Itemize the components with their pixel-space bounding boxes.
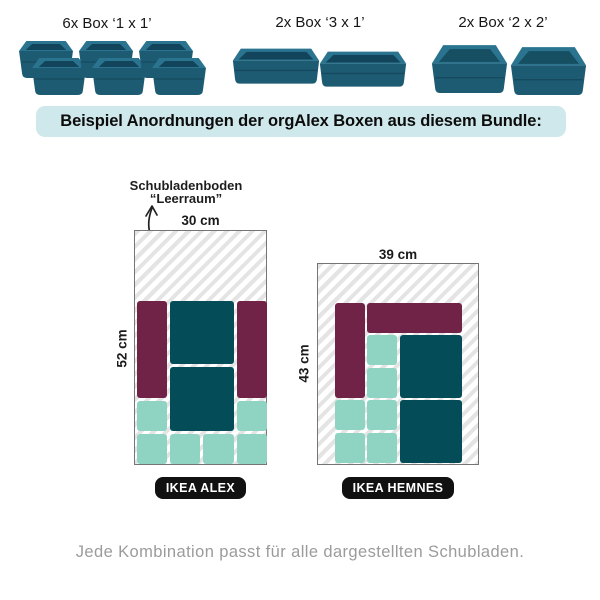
product-boxes-1x1-illustration [18,36,218,102]
arranged-box-1x1 [335,400,365,430]
arranged-box-3x1 [137,301,167,398]
product-label-2x2: 2x Box ‘2 x 2’ [458,14,548,31]
hemnes-height-label: 43 cm [296,344,312,383]
arranged-box-1x1 [237,434,267,464]
arranged-box-2x2 [400,400,462,462]
product-boxes-3x1-illustration [232,42,408,94]
alex-drawer-outline [134,230,267,465]
bundle-title-banner: Beispiel Anordnungen der orgAlex Boxen aus diesem Bundle: [36,106,566,137]
annotation-line1: Schubladenboden [129,178,243,193]
arranged-box-1x1 [137,434,167,464]
product-label-3x1: 2x Box ‘3 x 1’ [275,14,365,31]
arranged-box-3x1 [237,301,267,398]
arranged-box-1x1 [203,434,233,464]
annotation-line2: “Leerraum” [149,191,223,206]
arranged-box-1x1 [367,400,397,430]
alex-width-label: 30 cm [181,213,220,228]
arranged-box-1x1 [335,433,365,463]
hemnes-drawer-outline [317,263,479,465]
arranged-box-3x1 [367,303,462,333]
product-label-1x1: 6x Box ‘1 x 1’ [62,15,152,32]
arranged-box-2x2 [170,367,234,431]
leerraum-annotation [116,179,256,205]
alex-label-pill: IKEA ALEX [155,477,246,499]
arranged-box-3x1 [335,303,365,398]
arranged-box-1x1 [137,401,167,431]
arranged-box-2x2 [400,335,462,397]
arranged-box-1x1 [367,433,397,463]
alex-height-label: 52 cm [114,329,130,368]
footer-note: Jede Kombination passt für alle dargestellten Schubladen. [75,543,525,561]
arranged-box-1x1 [367,368,397,398]
product-boxes-2x2-illustration [431,39,589,99]
arranged-box-1x1 [170,434,200,464]
hemnes-width-label: 39 cm [378,247,418,262]
hemnes-label-pill: IKEA HEMNES [342,477,455,499]
arranged-box-1x1 [367,335,397,365]
arranged-box-2x2 [170,301,234,365]
arranged-box-1x1 [237,401,267,431]
